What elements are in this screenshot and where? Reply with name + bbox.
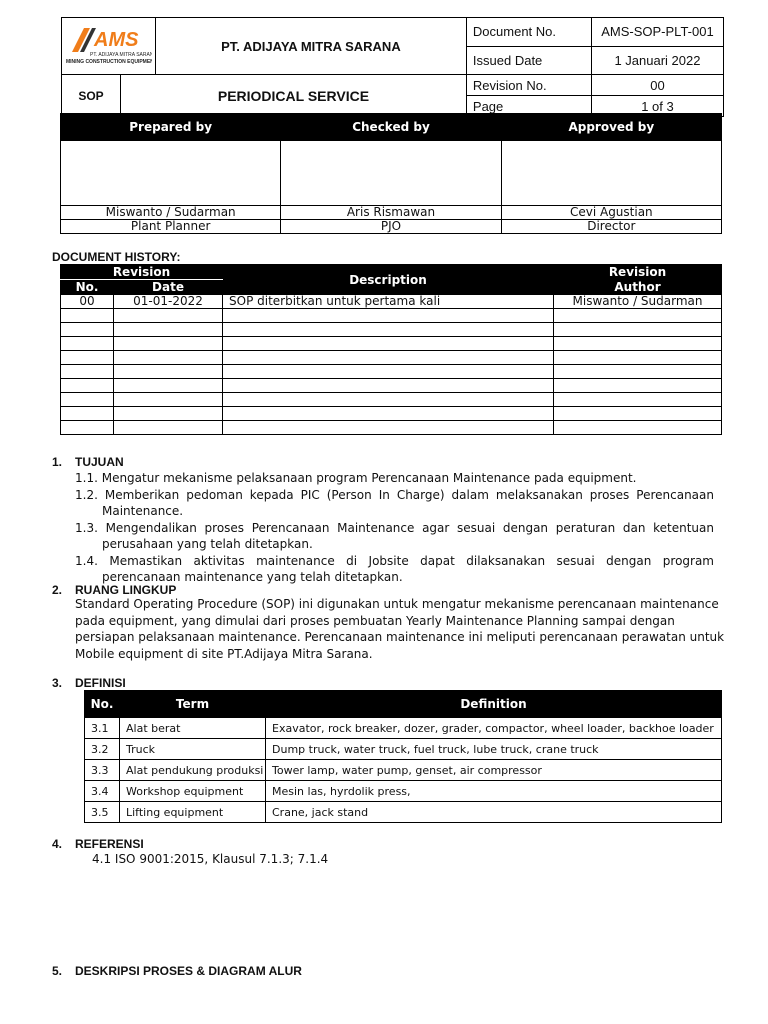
list-item: 1.3. Mengendalikan proses Perencanaan Maintenance agar sesuai dengan peraturan dan ketentuan perusahaan yang telah ditetapkan. (75, 520, 714, 551)
approval-role-prepared: Plant Planner (61, 220, 281, 234)
history-row (61, 295, 722, 309)
history-row-author: Miswanto / Sudarman (554, 295, 722, 309)
table-row (85, 760, 722, 781)
definition-text: Crane, jack stand (266, 802, 722, 823)
section-3-number: 3. (52, 676, 63, 690)
table-row (85, 802, 722, 823)
approval-name-approved: Cevi Agustian (501, 206, 721, 220)
approval-name-checked: Aris Rismawan (281, 206, 501, 220)
history-header-revision: Revision (61, 265, 223, 280)
section-5-number: 5. (52, 964, 63, 978)
logo-text: AMS (94, 29, 139, 51)
history-row-empty (61, 393, 722, 407)
meta-value-document-no: AMS-SOP-PLT-001 (591, 18, 723, 47)
section-5-title: DESKRIPSI PROSES & DIAGRAM ALUR (75, 964, 302, 978)
list-item: 1.1. Mengatur mekanisme pelaksanaan program Perencanaan Maintenance pada equipment. (75, 471, 637, 485)
definition-table (84, 690, 722, 823)
table-row (85, 781, 722, 802)
sop-label: SOP (62, 75, 121, 117)
meta-label-document-no: Document No. (466, 18, 591, 47)
logo-subtitle-company: PT. ADIJAYA MITRA SARANA (90, 52, 153, 58)
signature-box-checked (281, 141, 501, 206)
section-4-text: 4.1 ISO 9001:2015, Klausul 7.1.3; 7.1.4 (92, 852, 329, 866)
history-row-no: 00 (61, 295, 114, 309)
history-row-description: SOP diterbitkan untuk pertama kali (223, 295, 554, 309)
table-row (85, 718, 722, 739)
history-row-empty (61, 407, 722, 421)
section-3-title: DEFINISI (75, 676, 126, 690)
ams-logo-icon (64, 22, 152, 66)
meta-value-issued-date: 1 Januari 2022 (591, 46, 723, 75)
section-4-title: REFERENSI (75, 837, 144, 851)
history-header-date: Date (114, 280, 223, 295)
history-header-author-line1: Revision (554, 265, 722, 280)
company-logo (62, 18, 156, 75)
definition-text: Mesin las, hyrdolik press, (266, 781, 722, 802)
history-header-author-line2: Author (554, 280, 722, 295)
history-table (60, 264, 722, 435)
meta-label-issued-date: Issued Date (466, 46, 591, 75)
table-row (85, 739, 722, 760)
approval-header-approved: Approved by (501, 114, 721, 141)
definition-term: Truck (120, 739, 266, 760)
section-2-title: RUANG LINGKUP (75, 583, 177, 597)
meta-value-revision-no: 00 (591, 75, 723, 96)
signature-box-approved (501, 141, 721, 206)
signature-box-prepared (61, 141, 281, 206)
history-title: DOCUMENT HISTORY: (52, 250, 181, 264)
document-title: PERIODICAL SERVICE (121, 75, 467, 117)
logo-subtitle-tagline: MINING CONSTRUCTION EQUIPMENT (66, 59, 153, 65)
definition-header-definition: Definition (266, 691, 722, 718)
meta-label-page: Page (466, 96, 591, 117)
definition-header-no: No. (85, 691, 120, 718)
section-1-number: 1. (52, 455, 63, 469)
definition-text: Dump truck, water truck, fuel truck, lube truck, crane truck (266, 739, 722, 760)
company-name: PT. ADIJAYA MITRA SARANA (155, 18, 466, 75)
approval-role-approved: Director (501, 220, 721, 234)
history-row-empty (61, 379, 722, 393)
list-item: 1.4. Memastikan aktivitas maintenance di Jobsite dapat dilaksanakan sesuai dengan program perencanaan maintenance yang telah ditetapkan. (75, 553, 714, 584)
history-row-empty (61, 421, 722, 435)
definition-no: 3.3 (85, 760, 120, 781)
approval-name-prepared: Miswanto / Sudarman (61, 206, 281, 220)
history-row-empty (61, 337, 722, 351)
document-header (61, 17, 724, 117)
approval-table (60, 113, 722, 234)
section-1-title: TUJUAN (75, 455, 124, 469)
meta-label-revision-no: Revision No. (466, 75, 591, 96)
history-header-description: Description (223, 265, 554, 295)
approval-header-checked: Checked by (281, 114, 501, 141)
history-row-date: 01-01-2022 (114, 295, 223, 309)
definition-term: Workshop equipment (120, 781, 266, 802)
history-row-empty (61, 309, 722, 323)
approval-role-checked: PJO (281, 220, 501, 234)
history-row-empty (61, 323, 722, 337)
list-item: 1.2. Memberikan pedoman kepada PIC (Person In Charge) dalam melaksanakan proses Perencanaan Maintenance. (75, 487, 714, 518)
section-2-text: Standard Operating Procedure (SOP) ini digunakan untuk mengatur mekanisme perencanaan maintenance pada equipment, yang dimulai dari proses pembuatan Yearly Maintenance Planning sampai dengan persiapan pelaksanaan maintenance. Perencanaan maintenance ini meliputi perencanaan perawatan untuk Mobile equipment di site PT.Adijaya Mitra Sarana. (75, 597, 725, 661)
history-header-no: No. (61, 280, 114, 295)
definition-term: Alat pendukung produksi (120, 760, 266, 781)
meta-value-page: 1 of 3 (591, 96, 723, 117)
approval-header-prepared: Prepared by (61, 114, 281, 141)
definition-text: Tower lamp, water pump, genset, air compressor (266, 760, 722, 781)
section-4-number: 4. (52, 837, 63, 851)
definition-no: 3.1 (85, 718, 120, 739)
definition-no: 3.5 (85, 802, 120, 823)
definition-text: Exavator, rock breaker, dozer, grader, compactor, wheel loader, backhoe loader (266, 718, 722, 739)
definition-no: 3.4 (85, 781, 120, 802)
section-1-list (75, 470, 714, 586)
history-row-empty (61, 351, 722, 365)
section-2-number: 2. (52, 583, 63, 597)
history-row-empty (61, 365, 722, 379)
definition-header-term: Term (120, 691, 266, 718)
definition-no: 3.2 (85, 739, 120, 760)
definition-term: Lifting equipment (120, 802, 266, 823)
definition-term: Alat berat (120, 718, 266, 739)
